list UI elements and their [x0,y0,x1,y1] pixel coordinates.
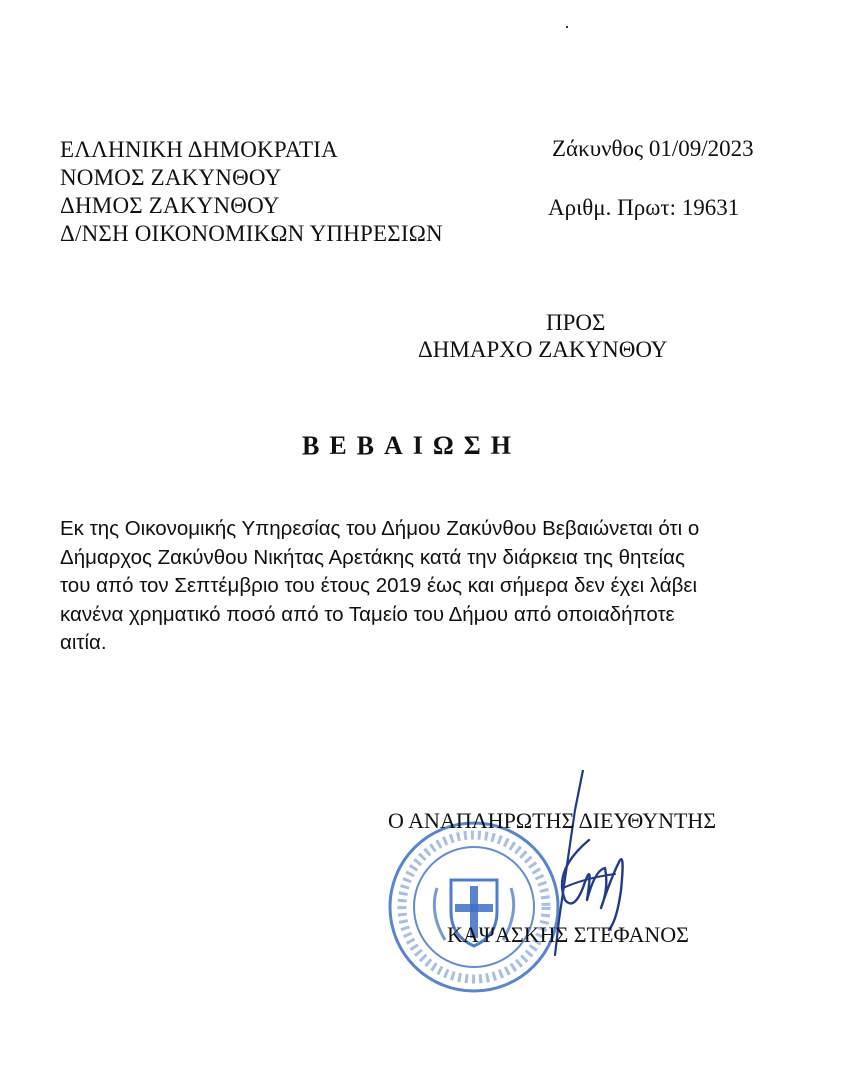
place-date: Ζάκυνθος 01/09/2023 [552,136,754,161]
signer-title: Ο ΑΝΑΠΛΗΡΩΤΗΣ ΔΙΕΥΘΥΝΤΗΣ [388,808,717,833]
signer-name: ΚΑΨΑΣΚΗΣ ΣΤΕΦΑΝΟΣ [447,922,689,947]
issuer-line-country: ΕΛΛΗΝΙΚΗ ΔΗΜΟΚΡΑΤΙΑ [60,137,338,162]
body-line: του από τον Σεπτέμβριο του έτους 2019 έως και σήμερα δεν έχει λάβει [60,574,698,597]
body-line: Δήμαρχος Ζακύνθου Νικήτας Αρετάκης κατά την διάρκεια της θητείας [60,545,685,569]
issuer-line-municipality: ΔΗΜΟΣ ΖΑΚΥΝΘΟΥ [60,193,280,218]
protocol-number: Αριθμ. Πρωτ: 19631 [548,195,740,220]
document-title: ΒΕΒΑΙΩΣΗ [302,431,521,460]
body-line: αιτία. [60,631,107,654]
recipient-name: ΔΗΜΑΡΧΟ ΖΑΚΥΝΘΟΥ [418,337,668,362]
official-stamp [385,818,563,996]
issuer-line-prefecture: ΝΟΜΟΣ ΖΑΚΥΝΘΟΥ [60,165,282,190]
issuer-block [60,136,443,248]
certificate-body [60,515,805,658]
issuer-line-department: Δ/ΝΣΗ ΟΙΚΟΝΟΜΙΚΩΝ ΥΠΗΡΕΣΙΩΝ [60,221,443,246]
recipient-label: ΠΡΟΣ [546,310,606,335]
scan-speck [566,26,568,28]
body-line: κανένα χρηματικό ποσό από το Ταμείο του Δήμου από οποιαδήποτε [60,602,675,626]
body-line: Εκ της Οικονομικής Υπηρεσίας του Δήμου Ζακύνθου Βεβαιώνεται ότι ο [60,517,700,540]
